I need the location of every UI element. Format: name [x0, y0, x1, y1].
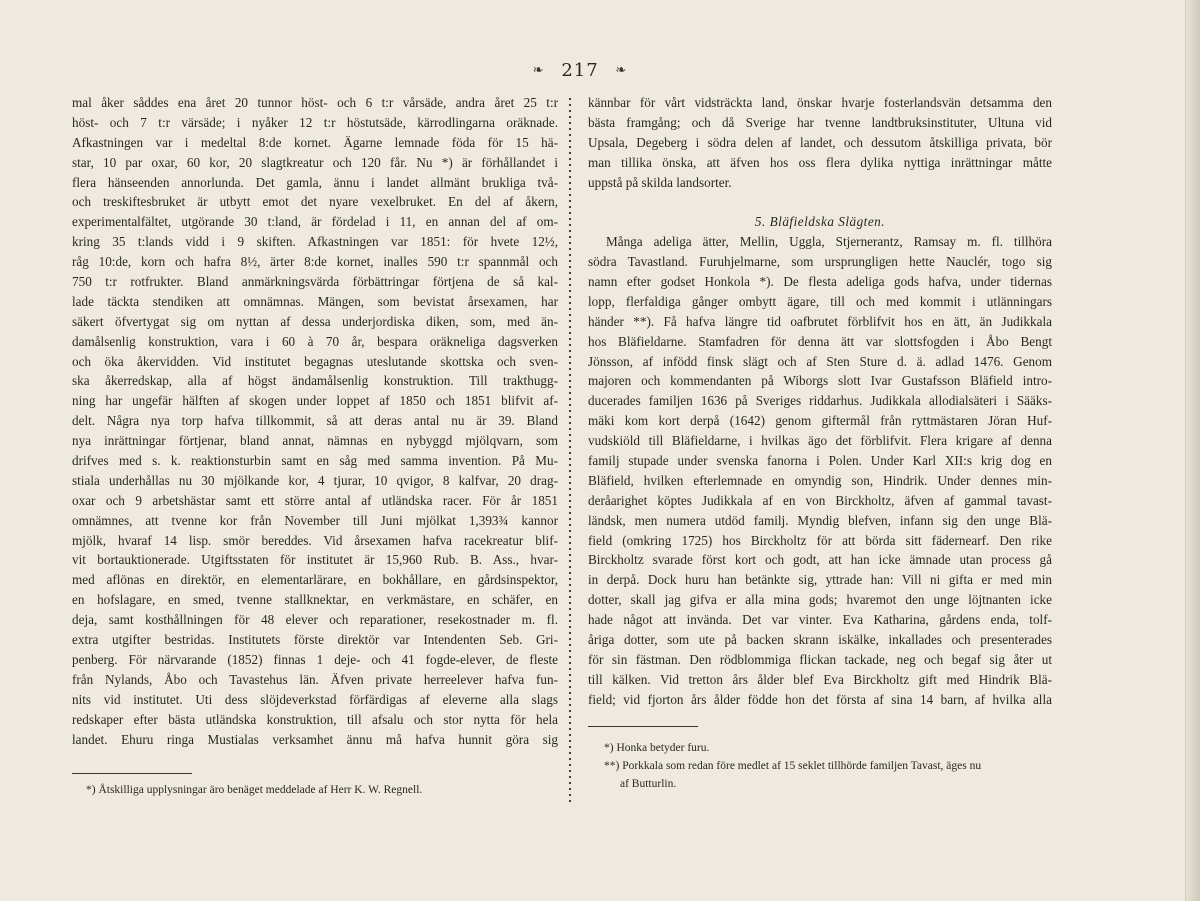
text-line: drifves med s. k. reaktionsturbin samt en såg med samma invention. På Mu- — [72, 453, 558, 469]
text-line: åriga dotter, som ute på backen skrann iskälke, inkallades och presenterades — [588, 632, 1052, 648]
text-line: till kälken. Vid tretton års ålder blef Eva Birckholtz gift med Hindrik Blä- — [588, 671, 1052, 687]
text-line — [588, 192, 1052, 212]
text-line: från Nylands, Åbo och Tavastehus län. Äfven private herreelever hafva fun- — [72, 671, 558, 687]
text-line: mal åker såddes ena året 20 tunnor höst- och 6 t:r vårsäde, andra året 25 t:r — [72, 95, 558, 110]
right-column — [588, 93, 1052, 710]
text-line: Bläfield, hvilken efterlemnade en omyndig son, Hindrik. Under dennes min- — [588, 472, 1052, 488]
footnote-right-3: af Butturlin. — [620, 778, 677, 790]
text-line: kring 35 t:lands vidd i 9 skiften. Afkastningen var 1851: för hvete 12½, — [72, 234, 558, 250]
text-line: redskaper efter bästa utländska konstruktion, till afsalu och stor nytta för hela — [72, 711, 558, 727]
text-line: kännbar för vårt vidsträckta land, önskar hvarje fosterlandsvän detsamma den — [588, 95, 1052, 110]
text-line: extra utgifter bestridas. Institutets förste direktör var Intendenten Seb. Gri- — [72, 632, 558, 648]
text-line: field; vid fjorton års ålder födde hon det första af sina 14 barn, af hvilka alla — [588, 691, 1052, 707]
text-line: ning har ungefär hälften af skogen under loppet af 1850 och 1851 blifvit af- — [72, 393, 558, 409]
text-line: nya inrättningar förtjenar, bland annat, nämnas en nybyggd mjölqvarn, som — [72, 433, 558, 449]
text-line: flera hänseenden annorlunda. Det gamla, ännu i landet allmänt brukliga två- — [72, 174, 558, 190]
text-line: hos Bläfieldarne. Stamfadren för denna ätt var slottsfogden i Åbo Bengt — [588, 333, 1052, 349]
text-line: vudskiöld till Bläfieldarne, i hvilkas ägo det förblifvit. Flera krigare af denna — [588, 433, 1052, 449]
text-line: en hofslagare, en smed, tvenne stallknektar, en verkmästare, en schäfer, en — [72, 592, 558, 608]
text-line: uppstå på skilda landsorter. — [588, 174, 732, 190]
footnote-right-2: **) Porkkala som redan före medlet af 15 seklet tillhörde familjen Tavast, äges nu — [604, 760, 982, 772]
text-line: deråarighet köptes Judikkala af en von Birckholtz, äfven af gammal tavast- — [588, 492, 1052, 508]
text-line: dotter, skall jag gifva er alla mina gods; hvaremot den unge löjtnanten icke — [588, 592, 1052, 608]
text-line: ska åkerredskap, alla af högst ändamålsenlig konstruktion. Till trakthugg- — [72, 373, 558, 389]
text-line: ducerades familjen 1636 på Sveriges riddarhus. Judikkala allodialsäteri i Sääks- — [588, 393, 1052, 409]
text-line: ländsk, men numera utdöd familj. Myndig blefven, infann sig den unge Blä- — [588, 512, 1052, 528]
text-line: händer **). Få hafva längre tid oafbrutet förblifvit hos en ätt, än Judikkala — [588, 313, 1052, 329]
text-line: säkert öfvertygat sig om nyttan af dessa underjordiska diken, som, med än- — [72, 313, 558, 329]
page-edge — [1185, 0, 1200, 901]
text-line: familj stupade under svenska fanorna i Polen. Under Karl XII:s krig dog en — [588, 453, 1052, 469]
footnote-rule-left — [72, 773, 192, 774]
text-line: stiala underhållas nu 30 mjölkande kor, 4 tjurar, 10 qvigor, 8 kalfvar, 20 drag- — [72, 472, 558, 488]
text-line: mjölk, hvaraf 14 lisp. smör bereddes. Vid årsexamen hafva racekreatur blif- — [72, 532, 558, 548]
text-line: bästa framgång; och då Sverige har tvenne landtbruksinstituter, Ultuna vid — [588, 114, 1052, 130]
text-line: penberg. För närvarande (1852) finnas 1 deje- och 41 fogde-elever, de fleste — [72, 651, 558, 667]
text-line: star, 10 par oxar, 60 kor, 20 slagtkreatur och 120 får. Nu *) är förhållandet i — [72, 154, 558, 170]
text-line: experimentalfältet, utgörande 30 t:land, är fördelad i 11, en annan del af om- — [72, 214, 558, 230]
text-line: lade täckta stendiken att omnämnas. Mängen, som bevistat årsexamen, har — [72, 293, 558, 309]
column-divider — [566, 96, 574, 804]
text-line: höst- och 7 t:r värsäde; i nyåker 12 t:r höstutsäde, kärrodlingarna oräknade. — [72, 114, 558, 130]
page-number: 217 — [561, 60, 599, 81]
text-line: 750 t:r rotfrukter. Bland anmärkningsvärda förbättringar förtjena de så kal- — [72, 274, 558, 290]
text-line: Upsala, Degeberg i södra delen af landet, och dessutom åtskilliga privata, bör — [588, 134, 1052, 150]
text-line: hade något att invända. Det var vinter. Eva Katharina, gårdens enda, tolf- — [588, 612, 1052, 628]
text-line: lopp, flerfaldiga gånger ombytt ägare, till och med kommit i utlänningars — [588, 293, 1052, 309]
text-line: och öka åkervidden. Vid institutet begagnas uteslutande skottska och sven- — [72, 353, 558, 369]
text-line: vit bortauktionerade. Utgiftsstaten för institutet är 15,960 Rub. B. Ass., hvar- — [72, 552, 558, 568]
text-line: mäki kom kort derpå (1642) genom giftermål från ryttmästaren Jöran Huf- — [588, 413, 1052, 429]
text-line: södra Tavastland. Furuhjelmarne, som ursprungligen hette Nauclér, togo sig — [588, 254, 1052, 270]
text-line: oxar och 9 arbetshästar samt ett större antal af utländska racer. För år 1851 — [72, 492, 558, 508]
section-heading: 5. Bläfieldska Slägten. — [754, 214, 886, 230]
text-line: råg 10:de, korn och hafra 8½, ärter 8:de kornet, inalles 590 t:r spannmål och — [72, 254, 558, 270]
text-line: damålsenlig konstruktion, vara i 60 à 70 år, bespara oräkneliga dagsverken — [72, 333, 558, 349]
text-line: landet. Ehuru ringa Mustialas verksamhet ännu må hafva hunnit göra sig — [72, 731, 558, 747]
page-header — [470, 60, 690, 84]
footnote-left: *) Åtskilliga upplysningar äro benäget meddelade af Herr K. W. Regnell. — [86, 784, 423, 796]
text-line: Birckholtz svarade först kort och godt, att han icke ämnade utan process gå — [588, 552, 1052, 568]
footnote-right-1: *) Honka betyder furu. — [604, 742, 710, 754]
left-column — [72, 93, 558, 749]
text-line: man tillika önska, att äfven hos oss flera dylika nyttiga inrättningar måtte — [588, 154, 1052, 170]
text-line: och treskiftesbruket är utbytt emot det nyare vexelbruket. En del af åkern, — [72, 194, 558, 210]
text-line: majoren och kommendanten på Wiborgs slott Ivar Gustafsson Bläfield intro- — [588, 373, 1052, 389]
text-line: Afkastningen var i medeltal 8:de kornet. Ägarne lemnade föda för 15 hä- — [72, 134, 558, 150]
text-line: Jönsson, af infödd finsk slägt och af Sten Sture d. ä. adlad 1476. Genom — [588, 353, 1052, 369]
text-line: field (omkring 1725) hos Birckholtz för att börda sitt fädernearf. Den rike — [588, 532, 1052, 548]
text-line: namn efter godset Honkola *). De flesta adeliga gods hafva, under tidernas — [588, 274, 1052, 290]
footnote-rule-right — [588, 726, 698, 727]
text-line: nits vid institutet. Uti dess slöjdeverkstad förfärdigas af eleverne alla slags — [72, 691, 558, 707]
ornament-left-icon: ❧ — [532, 63, 545, 78]
text-line: Många adeliga ätter, Mellin, Uggla, Stjernerantz, Ramsay m. fl. tillhöra — [606, 234, 1052, 250]
text-line: för sin fästman. Den rödblommiga flickan tackade, neg och begaf sig åter ut — [588, 651, 1052, 667]
text-line: delt. Några nya torp hafva tillkommit, så att deras antal nu är 39. Bland — [72, 413, 558, 429]
text-line: in derpå. Dock huru han betänkte sig, yttrade han: Vill ni gifta er med min — [588, 572, 1052, 588]
text-line: deja, samt kosthållningen för 48 elever och reparationer, resekostnader m. fl. — [72, 612, 558, 628]
ornament-right-icon: ❧ — [615, 63, 628, 78]
text-line: med aflönas en direktör, en elementarlärare, en bokhållare, en gårdsinspektor, — [72, 572, 558, 588]
text-line: omnämnes, att tvenne kor från November till Juni mjölkat 1,393¾ kannor — [72, 512, 558, 528]
